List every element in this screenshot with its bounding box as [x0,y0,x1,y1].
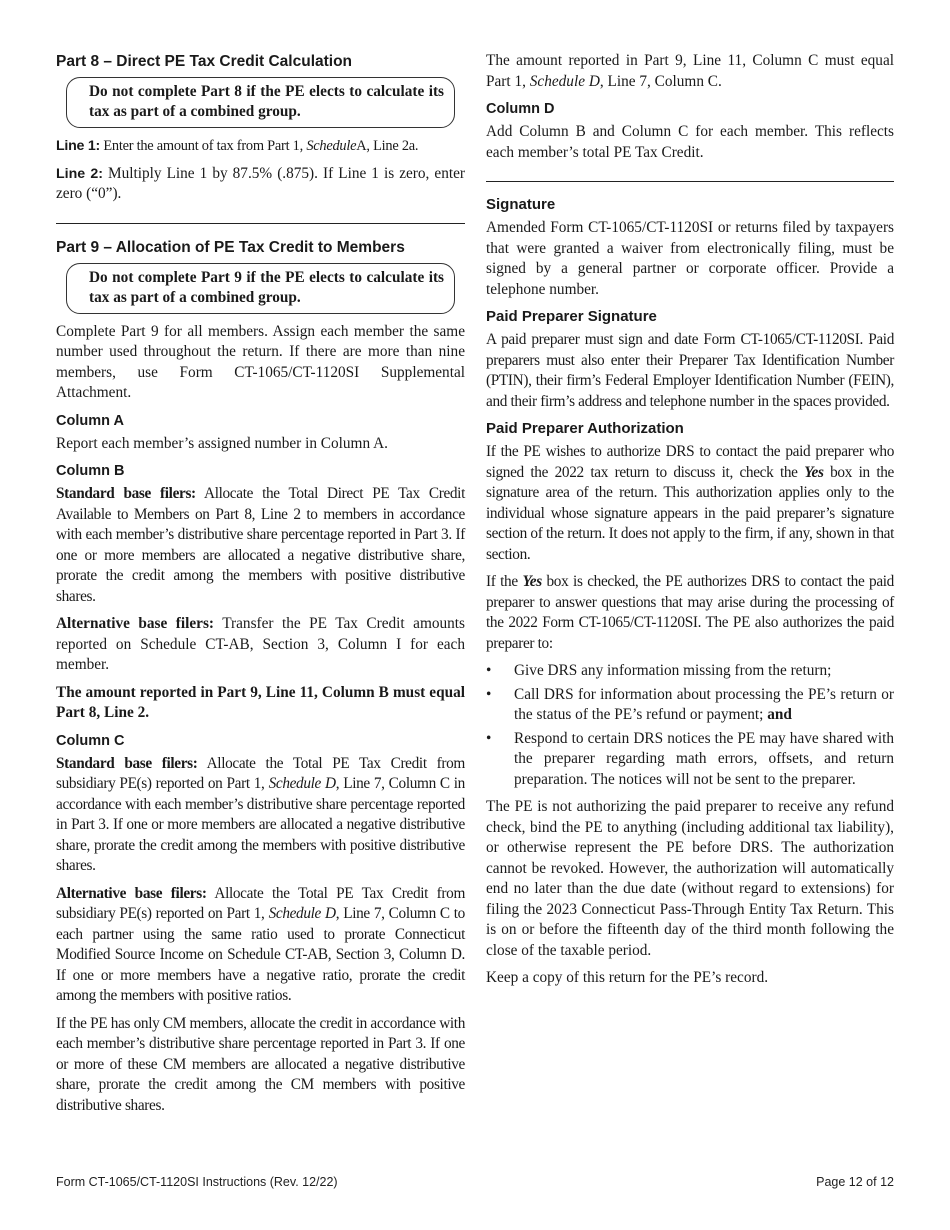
column-c-must: The amount reported in Part 9, Line 11, Column C must equal Part 1, Schedule D, Line 7, Column C. [486,52,894,90]
line1-label: Line 1: [56,138,100,154]
footer-page-number: Page 12 of 12 [816,1175,894,1189]
right-column [486,51,894,996]
list-item: • Give DRS any information missing from the return; [486,661,894,682]
column-b-must: The amount reported in Part 9, Line 11, Column B must equal Part 8, Line 2. [56,683,465,721]
bullet-icon: • [486,662,492,679]
authorization-list [486,661,894,790]
authorization-paragraph-1: If the PE wishes to authorize DRS to contact the paid preparer who signed the 2022 tax return to discuss it, check the Yes box in the signature area of the return. This authorization applies only to the individual whose signature appears in the paid preparer’s signature section of the return. It does not apply to the firm, if any, shown in that section. [486,443,894,563]
column-b-heading: Column B [56,463,125,479]
bullet-icon: • [486,685,492,703]
preparer-signature-text: A paid preparer must sign and date Form CT-1065/CT-1120SI. Paid preparers must also enter their Preparer Tax Identification Number (PTIN), their firm’s Federal Employer Identification Number (FEIN), and their firm’s address and telephone number in the spaces provided. [486,331,894,410]
part9-notice: Do not complete Part 9 if the PE elects to calculate its tax as part of a combined group. [66,263,455,314]
column-c-standard: Standard base filers: Allocate the Total PE Tax Credit from subsidiary PE(s) reported on Part 1, Schedule D, Line 7, Column C in accordance with each member’s distributive share percentage reported in Part 3. If one or more members are allocated a negative distributive share, prorate the credit among the members with positive distributive shares. [56,754,465,874]
column-c-heading: Column C [56,732,125,749]
footer-form-title: Form CT-1065/CT-1120SI Instructions (Rev. 12/22) [56,1175,338,1189]
column-c-alternative: Alternative base filers: Allocate the Total PE Tax Credit from subsidiary PE(s) reported on Part 1, Schedule D, Line 7, Column C to each partner using the same ratio used to prorate Connecticut Modified Source Income on Schedule CT-AB, Section 3, Column D. If one or more members have a negative ratio, prorate the credit among the members with positive ratios. [56,884,465,1004]
part8-line2: Line 2: Multiply Line 1 by 87.5% (.875). If Line 1 is zero, enter zero (“0”). [56,164,465,202]
part8-line1: Line 1: Enter the amount of tax from Part 1, ScheduleA, Line 2a. [56,138,419,154]
section-divider [486,181,894,182]
preparer-authorization-heading: Paid Preparer Authorization [486,420,684,437]
section-divider [56,223,465,224]
column-b-alternative: Alternative base filers: Transfer the PE Tax Credit amounts reported on Schedule CT-AB, Section 3, Column I for each member. [56,615,465,673]
authorization-paragraph-4: Keep a copy of this return for the PE’s record. [486,969,769,986]
list-item: • Call DRS for information about processing the PE’s return or the status of the PE’s refund or payment; and [486,685,894,723]
part8-notice: Do not complete Part 8 if the PE elects to calculate its tax as part of a combined group. [66,77,455,128]
preparer-signature-heading: Paid Preparer Signature [486,308,657,325]
column-a-text: Report each member’s assigned number in Column A. [56,434,388,452]
part9-heading: Part 9 – Allocation of PE Tax Credit to Members [56,238,405,256]
left-column [56,51,465,1123]
line2-label: Line 2: [56,165,103,182]
column-a-heading: Column A [56,412,124,429]
list-item: • Respond to certain DRS notices the PE may have shared with the preparer regarding math errors, offsets, and return preparation. The notices will not be sent to the preparer. [486,729,894,788]
authorization-paragraph-2: If the Yes box is checked, the PE authorizes DRS to contact the paid preparer to answer questions that may arise during the processing of the 2022 Form CT-1065/CT-1120SI. The PE also authorizes the paid preparer to: [486,573,894,652]
cm-members-text: If the PE has only CM members, allocate the credit in accordance with each member’s distributive share percentage reported in Part 3. If one or more of these CM members are allocated a negative distributive share, prorate the credit among the CM members with positive distributive shares. [56,1014,465,1114]
signature-heading: Signature [486,196,556,213]
authorization-paragraph-3: The PE is not authorizing the paid preparer to receive any refund check, bind the PE to anything (including additional tax liability), or otherwise represent the PE before DRS. The authorization cannot be revoked. However, the authorization will automatically end no later than the due date (without regard to extensions) for filing the 2023 Connecticut Pass-Through Entity Tax Return. This is on or before the fifteenth day of the third month following the close of the taxable period. [486,798,894,959]
part9-intro: Complete Part 9 for all members. Assign each member the same number used throughout the return. If there are more than nine members, use Form CT-1065/CT-1120SI Supplemental Attachment. [56,322,465,401]
column-b-standard: Standard base filers: Allocate the Total Direct PE Tax Credit Available to Members on Part 8, Line 2 to members in accordance with each member’s distributive share percentage reported in Part 3. If one or more members are allocated a negative distributive share, prorate the credit among the members with positive distributive shares. [56,485,465,605]
column-d-heading: Column D [486,101,555,117]
bullet-icon: • [486,729,492,747]
signature-text: Amended Form CT-1065/CT-1120SI or returns filed by taxpayers that were granted a waiver from electronically filing, must be signed by a general partner or corporate officer. Provide a telephone number. [486,219,894,298]
part8-heading: Part 8 – Direct PE Tax Credit Calculation [56,53,353,70]
column-d-text: Add Column B and Column C for each member. This reflects each member’s total PE Tax Credit. [486,123,894,161]
